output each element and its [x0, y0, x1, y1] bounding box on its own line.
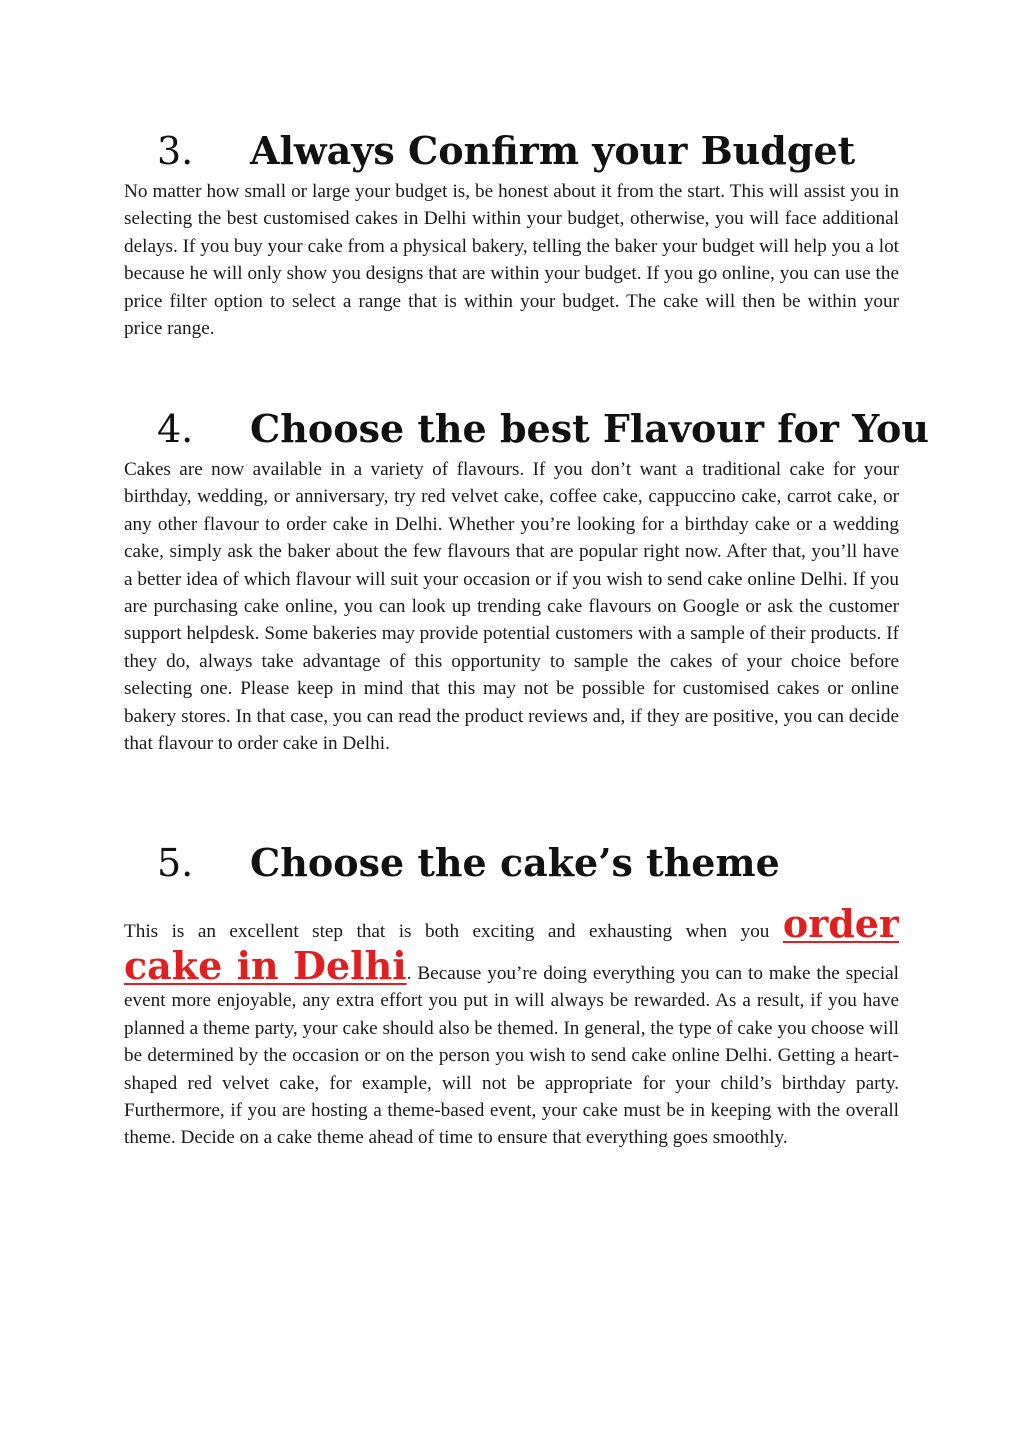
order-cake-link-part2[interactable]: cake in Delhi: [124, 943, 407, 988]
section-heading: [124, 402, 929, 456]
section-title: Always Confirm your Budget: [250, 128, 856, 173]
section-flavour: [124, 402, 929, 806]
paragraph-first-line: [124, 904, 899, 946]
section-paragraph: Cakes are now available in a variety of flavours. If you don’t want a traditional cake for your birthday, wedding, or anniversary, try red velvet cake, coffee cake, cappuccino cake, carrot cake, or any other flavour to order cake in Delhi. Whether you’re looking for a birthday cake or a wedding cake, simply ask the baker about the few flavours that are popular right now. After that, you’ll have a better idea of which flavour will suit your occasion or if you wish to send cake online Delhi. If you are purchasing cake online, you can look up trending cake flavours on Google or ask the customer support helpdesk. Some bakeries may provide potential customers with a sample of their products. If they do, always take advantage of this opportunity to sample the cakes of your choice before selecting one. Please keep in mind that this may not be possible for customised cakes or online bakery stores. In that case, you can read the product reviews and, if they are positive, you can decide that flavour to order cake in Delhi.: [124, 459, 899, 755]
section-title: Choose the best Flavour for You: [250, 406, 929, 451]
section-number: 5.: [157, 841, 194, 885]
document-body: [124, 124, 929, 1152]
section-number: 3.: [157, 129, 194, 173]
section-theme: [124, 836, 899, 1152]
section-budget: [124, 124, 899, 338]
section-paragraph: No matter how small or large your budget is, be honest about it from the start. This will assist you in selecting the best customised cakes in Delhi within your budget, otherwise, you will face additional delays. If you buy your cake from a physical bakery, telling the baker your budget will help you a lot because he will only show you designs that are within your budget. If you go online, you can use the price filter option to select a range that is within your budget. The cake will then be within your price range.: [124, 181, 899, 340]
paragraph-lead-text: This is an excellent step that is both exciting and exhausting when you: [124, 921, 783, 942]
section-heading: [124, 836, 899, 890]
section-heading: [124, 124, 899, 178]
section-number: 4.: [157, 407, 194, 451]
paragraph-trailing-text: . Because you’re doing everything you can to make the special event more enjoyable, any extra effort you put in will always be rewarded. As a result, if you have planned a theme party, your cake should also be themed. In general, the type of cake you choose will be determined by the occasion or on the person you wish to send cake online Delhi. Getting a heart-shaped red velvet cake, for example, will not be appropriate for your child’s birthday party. Furthermore, if you are hosting a theme-based event, your cake must be in keeping with the overall theme. Decide on a cake theme ahead of time to ensure that everything goes smoothly.: [124, 963, 900, 1149]
order-cake-link-part1[interactable]: order: [782, 904, 899, 946]
section-title: Choose the cake’s theme: [250, 840, 780, 885]
section-paragraph: [124, 904, 899, 1152]
